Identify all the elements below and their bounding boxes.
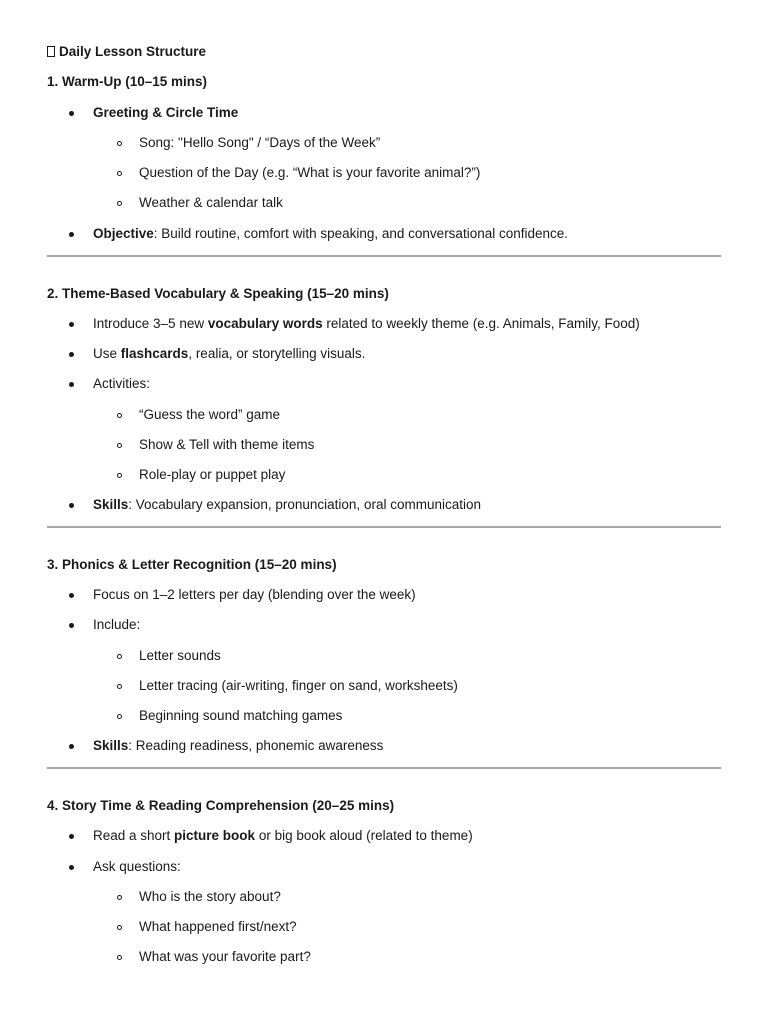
missing-glyph-icon bbox=[47, 46, 55, 57]
bullet-icon bbox=[69, 322, 74, 327]
bullet-icon bbox=[69, 352, 74, 357]
section-4-heading: 4. Story Time & Reading Comprehension (20–25 mins) bbox=[47, 798, 395, 813]
skills-text: : Reading readiness, phonemic awareness bbox=[128, 738, 384, 753]
section-3-item-include: Include: bbox=[93, 617, 141, 632]
section-2-heading: 2. Theme-Based Vocabulary & Speaking (15–20 mins) bbox=[47, 286, 389, 301]
section-4-item-read bbox=[93, 827, 473, 845]
section-1-subitem: Song: "Hello Song" / “Days of the Week” bbox=[139, 135, 381, 150]
document-title bbox=[47, 43, 206, 61]
bullet-icon bbox=[69, 593, 74, 598]
circle-bullet-icon bbox=[117, 141, 122, 146]
circle-bullet-icon bbox=[117, 714, 122, 719]
objective-text: : Build routine, comfort with speaking, and conversational confidence. bbox=[153, 226, 569, 241]
bullet-icon bbox=[69, 232, 74, 237]
section-3-subitem: Beginning sound matching games bbox=[139, 708, 343, 723]
circle-bullet-icon bbox=[117, 895, 122, 900]
section-2-subitem: Role-play or puppet play bbox=[139, 467, 286, 482]
section-3-item-skills bbox=[93, 737, 383, 755]
bullet-icon bbox=[69, 503, 74, 508]
circle-bullet-icon bbox=[117, 443, 122, 448]
section-1-subitem: Question of the Day (e.g. “What is your favorite animal?”) bbox=[139, 165, 481, 180]
section-divider bbox=[47, 767, 721, 769]
skills-text: : Vocabulary expansion, pronunciation, oral communication bbox=[128, 497, 481, 512]
circle-bullet-icon bbox=[117, 654, 122, 659]
bullet-icon bbox=[69, 382, 74, 387]
skills-label: Skills bbox=[93, 497, 129, 512]
section-3-subitem: Letter tracing (air-writing, finger on sand, worksheets) bbox=[139, 678, 458, 693]
circle-bullet-icon bbox=[117, 684, 122, 689]
section-4-item-questions: Ask questions: bbox=[93, 859, 181, 874]
bullet-icon bbox=[69, 744, 74, 749]
section-2-subitem: “Guess the word” game bbox=[139, 407, 281, 422]
circle-bullet-icon bbox=[117, 925, 122, 930]
bold-text-span: vocabulary words bbox=[207, 316, 323, 331]
text-span: or big book aloud (related to theme) bbox=[255, 828, 473, 843]
section-4-subitem: Who is the story about? bbox=[139, 889, 281, 904]
text-span: Read a short bbox=[93, 828, 175, 843]
section-1-subitem: Weather & calendar talk bbox=[139, 195, 283, 210]
bold-text-span: picture book bbox=[174, 828, 256, 843]
circle-bullet-icon bbox=[117, 201, 122, 206]
section-2-item-vocabulary bbox=[93, 315, 640, 333]
bullet-icon bbox=[69, 111, 74, 116]
section-2-item-flashcards bbox=[93, 345, 365, 363]
section-1-heading: 1. Warm-Up (10–15 mins) bbox=[47, 74, 208, 89]
bullet-icon bbox=[69, 834, 74, 839]
section-2-subitem: Show & Tell with theme items bbox=[139, 437, 315, 452]
section-divider bbox=[47, 526, 721, 528]
circle-bullet-icon bbox=[117, 473, 122, 478]
section-4-subitem: What happened first/next? bbox=[139, 919, 297, 934]
bullet-icon bbox=[69, 623, 74, 628]
bold-text-span: flashcards bbox=[120, 346, 189, 361]
document-title-text: Daily Lesson Structure bbox=[59, 44, 207, 59]
text-span: related to weekly theme (e.g. Animals, Family, Food) bbox=[322, 316, 640, 331]
text-span: Use bbox=[93, 346, 121, 361]
section-1-item-objective bbox=[93, 225, 568, 243]
section-3-heading: 3. Phonics & Letter Recognition (15–20 mins) bbox=[47, 557, 337, 572]
section-3-subitem: Letter sounds bbox=[139, 648, 221, 663]
section-3-item-focus: Focus on 1–2 letters per day (blending over the week) bbox=[93, 587, 416, 602]
objective-label: Objective bbox=[93, 226, 154, 241]
circle-bullet-icon bbox=[117, 955, 122, 960]
circle-bullet-icon bbox=[117, 171, 122, 176]
text-span: Introduce 3–5 new bbox=[93, 316, 208, 331]
circle-bullet-icon bbox=[117, 413, 122, 418]
section-divider bbox=[47, 255, 721, 257]
bullet-icon bbox=[69, 865, 74, 870]
section-2-item-activities: Activities: bbox=[93, 376, 151, 391]
section-2-item-skills bbox=[93, 496, 481, 514]
section-4-subitem: What was your favorite part? bbox=[139, 949, 311, 964]
text-span: , realia, or storytelling visuals. bbox=[188, 346, 366, 361]
skills-label: Skills bbox=[93, 738, 129, 753]
section-1-item-greeting: Greeting & Circle Time bbox=[93, 105, 239, 120]
